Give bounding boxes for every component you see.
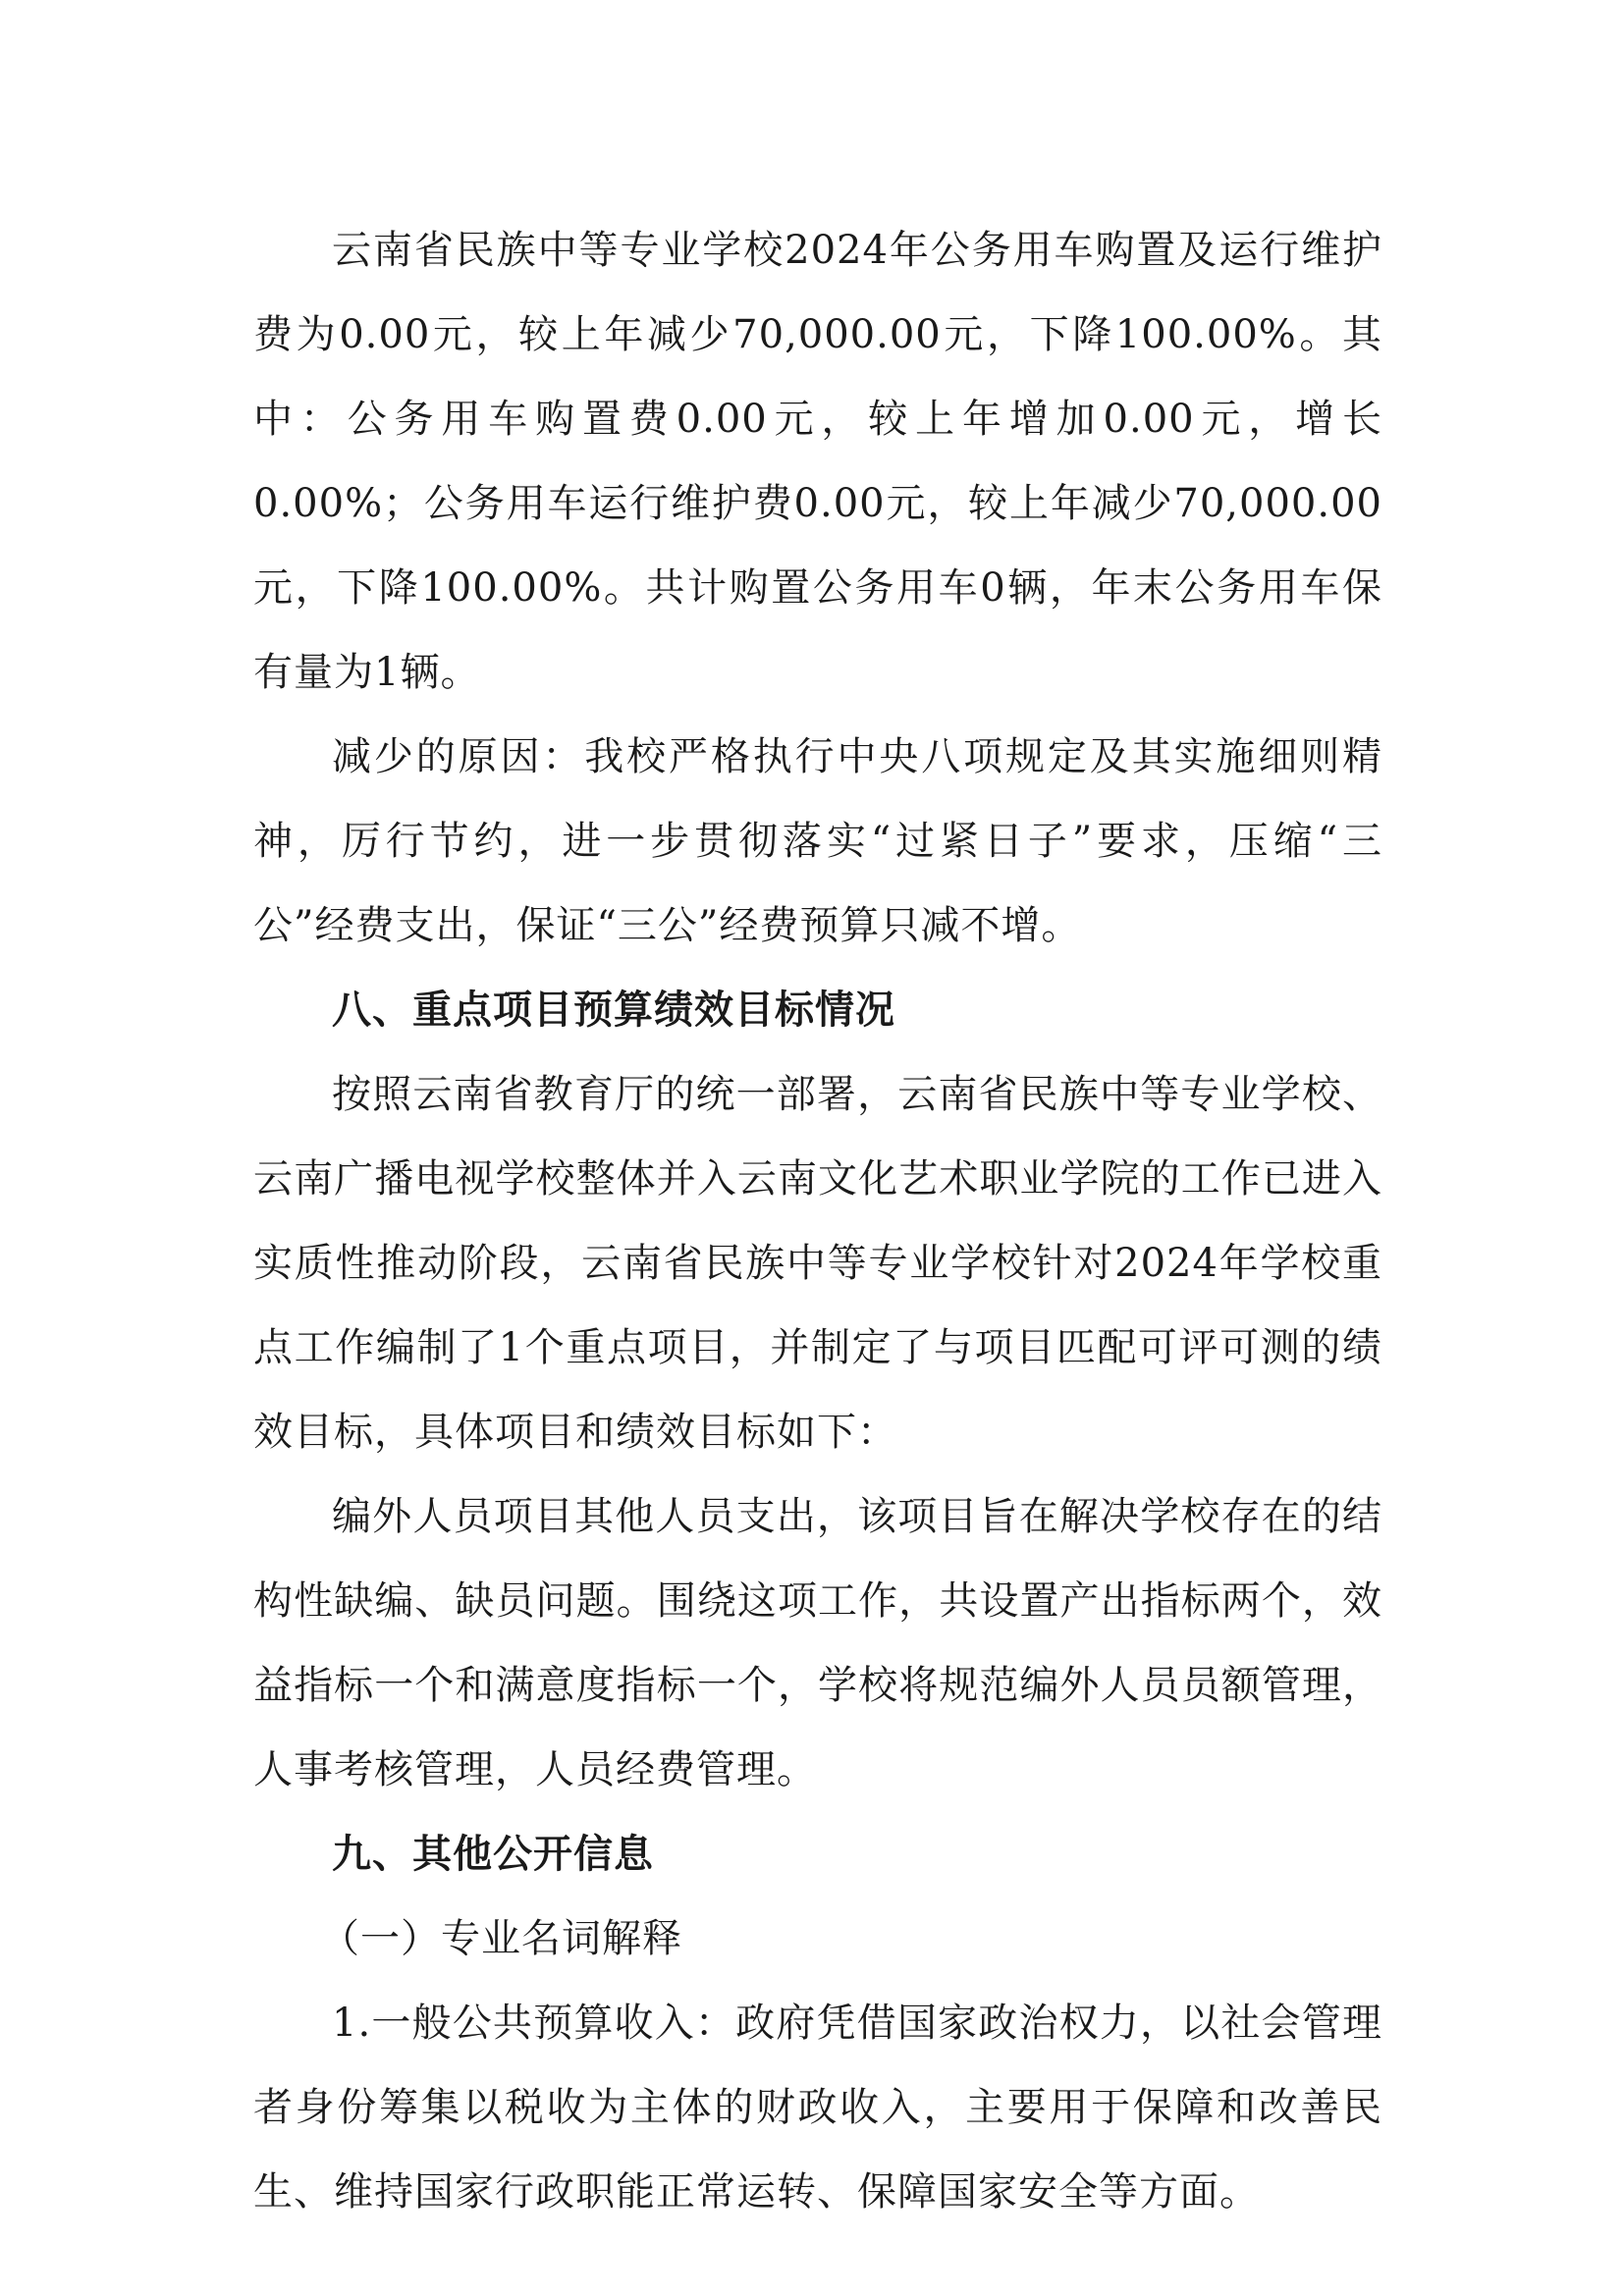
paragraph-reduction-reason: 减少的原因：我校严格执行中央八项规定及其实施细则精神，厉行节约，进一步贯彻落实“过紧日子”要求，压缩“三公”经费支出，保证“三公”经费预算只减不增。 [253, 734, 1382, 948]
section-heading-other-info: 九、其他公开信息 [332, 1832, 654, 1877]
paragraph-merger-deployment: 按照云南省教育厅的统一部署，云南省民族中等专业学校、云南广播电视学校整体并入云南文化艺术职业学院的工作已进入实质性推动阶段，云南省民族中等专业学校针对2024年学校重点工作编制了1个重点项目，并制定了与项目匹配可评可测的绩效目标，具体项目和绩效目标如下： [253, 1072, 1382, 1455]
paragraph-vehicle-expenses: 云南省民族中等专业学校2024年公务用车购置及运行维护费为0.00元，较上年减少70,000.00元，下降100.00%。其中：公务用车购置费0.00元，较上年增加0.00元，增长0.00%；公务用车运行维护费0.00元，较上年减少70,000.00元，下降100.00%。共计购置公务用车0辆，年末公务用车保有量为1辆。 [253, 228, 1382, 695]
paragraph-term-definition: 1.一般公共预算收入：政府凭借国家政治权力，以社会管理者身份筹集以税收为主体的财政收入，主要用于保障和改善民生、维持国家行政职能正常运转、保障国家安全等方面。 [253, 2001, 1382, 2215]
section-heading-key-projects: 八、重点项目预算绩效目标情况 [332, 988, 895, 1033]
paragraph-staff-project: 编外人员项目其他人员支出，该项目旨在解决学校存在的结构性缺编、缺员问题。围绕这项工作，共设置产出指标两个，效益指标一个和满意度指标一个，学校将规范编外人员员额管理，人事考核管理，人员经费管理。 [253, 1494, 1382, 1792]
subsection-heading-terms: （一）专业名词解释 [320, 1916, 682, 1961]
document-body [253, 208, 1382, 2234]
